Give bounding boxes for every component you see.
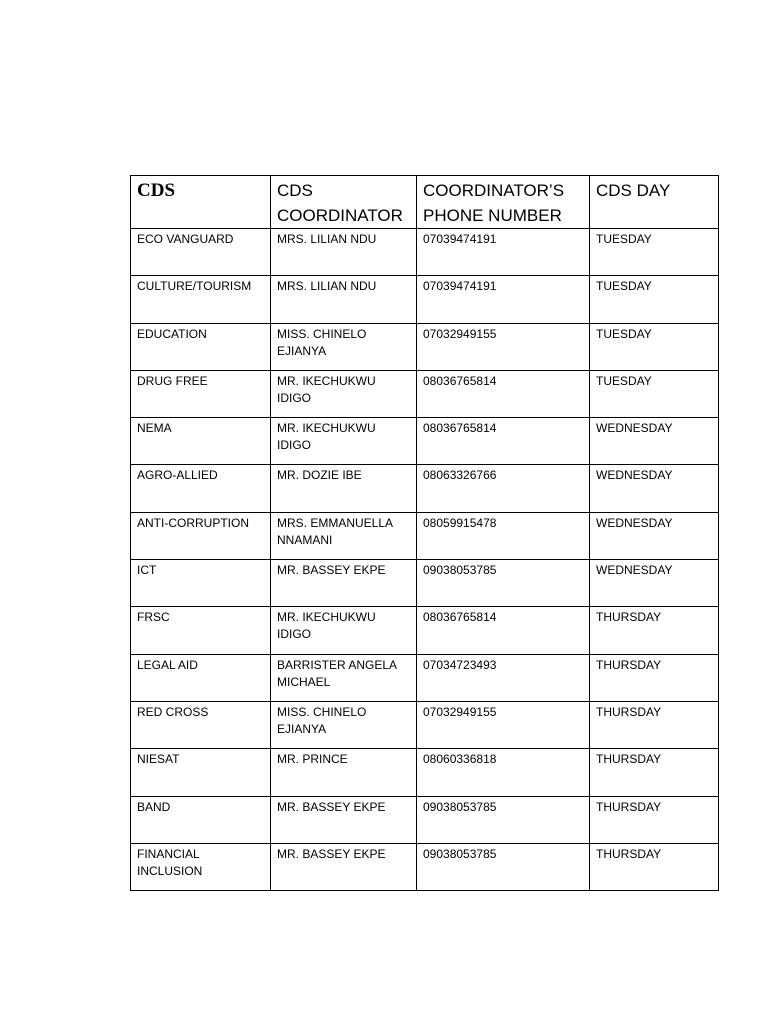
table-row bbox=[131, 370, 719, 417]
cell-phone-number: 08063326766 bbox=[417, 465, 590, 512]
header-cds: CDS bbox=[131, 176, 271, 229]
table-body bbox=[131, 229, 719, 891]
header-cds-day: CDS DAY bbox=[590, 176, 719, 229]
table-row bbox=[131, 749, 719, 796]
cell-coordinator: MRS. LILIAN NDU bbox=[271, 229, 417, 276]
cell-cds-day: THURSDAY bbox=[590, 607, 719, 654]
cell-cds-day: WEDNESDAY bbox=[590, 560, 719, 607]
header-coordinator: CDS COORDINATOR bbox=[271, 176, 417, 229]
cell-cds: NIESAT bbox=[131, 749, 271, 796]
cell-coordinator: MR. PRINCE bbox=[271, 749, 417, 796]
cell-coordinator: MR. IKECHUKWU IDIGO bbox=[271, 607, 417, 654]
cell-coordinator: MR. IKECHUKWU IDIGO bbox=[271, 370, 417, 417]
table-row bbox=[131, 465, 719, 512]
cell-coordinator: MR. BASSEY EKPE bbox=[271, 796, 417, 843]
cell-cds-day: TUESDAY bbox=[590, 276, 719, 323]
table-row bbox=[131, 796, 719, 843]
table-row bbox=[131, 229, 719, 276]
cell-phone-number: 08060336818 bbox=[417, 749, 590, 796]
cell-coordinator: MRS. EMMANUELLA NNAMANI bbox=[271, 512, 417, 559]
cell-phone-number: 09038053785 bbox=[417, 843, 590, 890]
cell-phone-number: 07032949155 bbox=[417, 323, 590, 370]
table-header-row bbox=[131, 176, 719, 229]
cell-cds: RED CROSS bbox=[131, 701, 271, 748]
table-row bbox=[131, 418, 719, 465]
cell-cds-day: WEDNESDAY bbox=[590, 512, 719, 559]
table-row bbox=[131, 607, 719, 654]
cell-cds: DRUG FREE bbox=[131, 370, 271, 417]
cell-cds: FINANCIAL INCLUSION bbox=[131, 843, 271, 890]
cell-cds-day: THURSDAY bbox=[590, 701, 719, 748]
header-phone-number: COORDINATOR’S PHONE NUMBER bbox=[417, 176, 590, 229]
cell-cds-day: TUESDAY bbox=[590, 323, 719, 370]
cell-phone-number: 08036765814 bbox=[417, 370, 590, 417]
cell-coordinator: MR. BASSEY EKPE bbox=[271, 560, 417, 607]
cell-cds: AGRO-ALLIED bbox=[131, 465, 271, 512]
cell-coordinator: MR. IKECHUKWU IDIGO bbox=[271, 418, 417, 465]
cell-coordinator: MRS. LILIAN NDU bbox=[271, 276, 417, 323]
cell-cds: ICT bbox=[131, 560, 271, 607]
cell-phone-number: 08059915478 bbox=[417, 512, 590, 559]
cds-table bbox=[130, 175, 719, 891]
cell-cds: FRSC bbox=[131, 607, 271, 654]
cell-coordinator: BARRISTER ANGELA MICHAEL bbox=[271, 654, 417, 701]
cell-cds-day: TUESDAY bbox=[590, 370, 719, 417]
cell-coordinator: MISS. CHINELO EJIANYA bbox=[271, 323, 417, 370]
cell-cds: BAND bbox=[131, 796, 271, 843]
table-row bbox=[131, 701, 719, 748]
cell-cds-day: THURSDAY bbox=[590, 843, 719, 890]
cell-cds-day: TUESDAY bbox=[590, 229, 719, 276]
cell-phone-number: 07032949155 bbox=[417, 701, 590, 748]
cell-phone-number: 07034723493 bbox=[417, 654, 590, 701]
cell-cds: EDUCATION bbox=[131, 323, 271, 370]
cell-cds-day: WEDNESDAY bbox=[590, 465, 719, 512]
table-row bbox=[131, 843, 719, 890]
table-row bbox=[131, 276, 719, 323]
cell-cds-day: THURSDAY bbox=[590, 654, 719, 701]
cell-phone-number: 08036765814 bbox=[417, 418, 590, 465]
cell-cds: LEGAL AID bbox=[131, 654, 271, 701]
cell-cds: ANTI-CORRUPTION bbox=[131, 512, 271, 559]
cell-cds: ECO VANGUARD bbox=[131, 229, 271, 276]
cell-coordinator: MISS. CHINELO EJIANYA bbox=[271, 701, 417, 748]
cell-phone-number: 09038053785 bbox=[417, 560, 590, 607]
cell-cds-day: THURSDAY bbox=[590, 749, 719, 796]
table-row bbox=[131, 512, 719, 559]
table-row bbox=[131, 560, 719, 607]
cell-coordinator: MR. DOZIE IBE bbox=[271, 465, 417, 512]
cell-phone-number: 08036765814 bbox=[417, 607, 590, 654]
table-row bbox=[131, 654, 719, 701]
cell-phone-number: 09038053785 bbox=[417, 796, 590, 843]
cell-cds-day: WEDNESDAY bbox=[590, 418, 719, 465]
cell-cds: CULTURE/TOURISM bbox=[131, 276, 271, 323]
table-row bbox=[131, 323, 719, 370]
cell-phone-number: 07039474191 bbox=[417, 229, 590, 276]
cell-phone-number: 07039474191 bbox=[417, 276, 590, 323]
cell-cds-day: THURSDAY bbox=[590, 796, 719, 843]
cell-cds: NEMA bbox=[131, 418, 271, 465]
cell-coordinator: MR. BASSEY EKPE bbox=[271, 843, 417, 890]
